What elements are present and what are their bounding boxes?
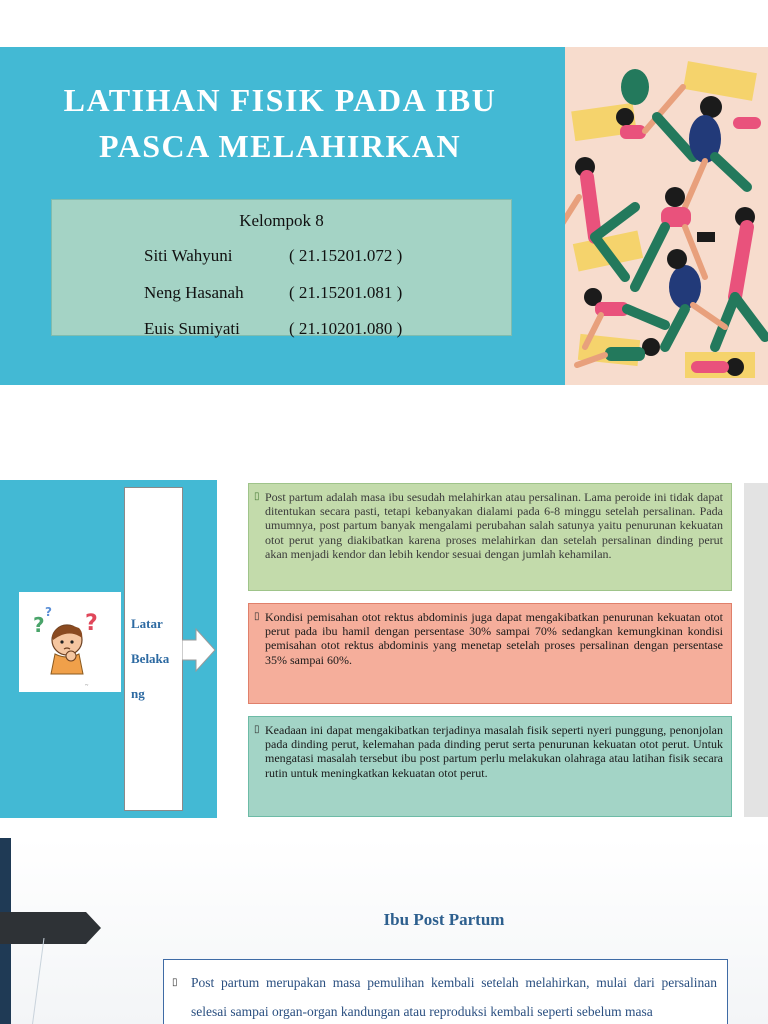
paragraph-box	[163, 959, 728, 1024]
section-label-line: Belaka	[131, 651, 170, 666]
arrow-right-icon	[182, 628, 216, 672]
paragraph-text: Post partum merupakan masa pemulihan kembali setelah melahirkan, mulai dari persalinan selesai sampai organ-organ kandungan atau reproduksi kembali seperti sebelum masa	[191, 975, 717, 1019]
exercise-illustration-icon	[565, 47, 768, 385]
slide-title-heading	[20, 77, 540, 169]
slide-title	[0, 47, 768, 385]
signature-decoration: ~	[85, 683, 89, 689]
slide-latar-belakang	[0, 480, 768, 818]
member-nim: ( 21.10201.080 )	[289, 319, 403, 338]
slide3-title: Ibu Post Partum	[383, 910, 505, 929]
paragraph-text: Post partum adalah masa ibu sesudah melahirkan atau persalinan. Lama peroide ini tidak dapat ditentukan secara pasti, tetapi kebanyakan dialami pada 6-8 minggu setelah persalinan. Pada umumnya, post partum banyak mengalami perubahan salah satunya yaitu penurunan kekuatan otot perut yang diakibatkan karena proses melahirkan dan setelah persalinan dinding perut akan menjadi kendor dan lebih kendor sesuai dengan jumlah kehamilan.	[265, 490, 723, 561]
member-name: Siti Wahyuni	[144, 246, 233, 265]
paragraph-box-3	[248, 716, 732, 817]
bullet-icon: ▯	[172, 977, 178, 988]
section-label-panel	[124, 487, 183, 811]
paragraph-box-1	[248, 483, 732, 591]
paragraph-box-2	[248, 603, 732, 704]
bullet-icon: ▯	[254, 491, 260, 502]
section-label-line: ng	[131, 686, 145, 701]
member-nim: ( 21.15201.072 )	[289, 246, 403, 265]
next-slide-edge	[744, 483, 768, 817]
title-line-1: LATIHAN FISIK PADA IBU	[63, 82, 497, 118]
confused-boy-icon	[19, 592, 121, 692]
women-exercise-illustration	[565, 47, 768, 385]
svg-text:?: ?	[45, 605, 52, 619]
thinking-boy-icon	[19, 592, 121, 692]
member-nim: ( 21.15201.081 )	[289, 283, 403, 302]
decorative-line	[28, 938, 48, 1024]
title-line-2: PASCA MELAHIRKAN	[98, 128, 462, 164]
slide-ibu-post-partum	[0, 838, 768, 1024]
svg-text:?: ?	[33, 613, 45, 637]
member-name: Neng Hasanah	[144, 283, 244, 302]
member-name: Euis Sumiyati	[144, 319, 240, 338]
svg-text:?: ?	[85, 611, 98, 636]
bullet-icon: ▯	[254, 724, 260, 735]
section-label-line: Latar	[131, 616, 163, 631]
bullet-icon: ▯	[254, 611, 260, 622]
group-label: Kelompok 8	[239, 211, 324, 230]
paragraph-text: Kondisi pemisahan otot rektus abdominis juga dapat mengakibatkan penurunan kekuatan otot perut pada ibu hamil dengan persentase 30% sampai 70% sedangkan kemungkinan kondisi pemisahan otot rektus abdominis yang menetap setelah proses persalinan dengan persentase 35% sampai 60%.	[265, 610, 723, 667]
group-members-box	[51, 199, 512, 336]
paragraph-text: Keadaan ini dapat mengakibatkan terjadinya masalah fisik seperti nyeri punggung, penonjolan pada dinding perut, kelemahan pada dinding perut serta penurunan kekuatan otot perut. Untuk mengatasi masalah tersebut ibu post partum perlu melakukan olahraga atau latihan fisik secara rutin untuk meningkatkan kekuatan otot perut.	[265, 723, 723, 780]
left-panel	[0, 480, 217, 818]
